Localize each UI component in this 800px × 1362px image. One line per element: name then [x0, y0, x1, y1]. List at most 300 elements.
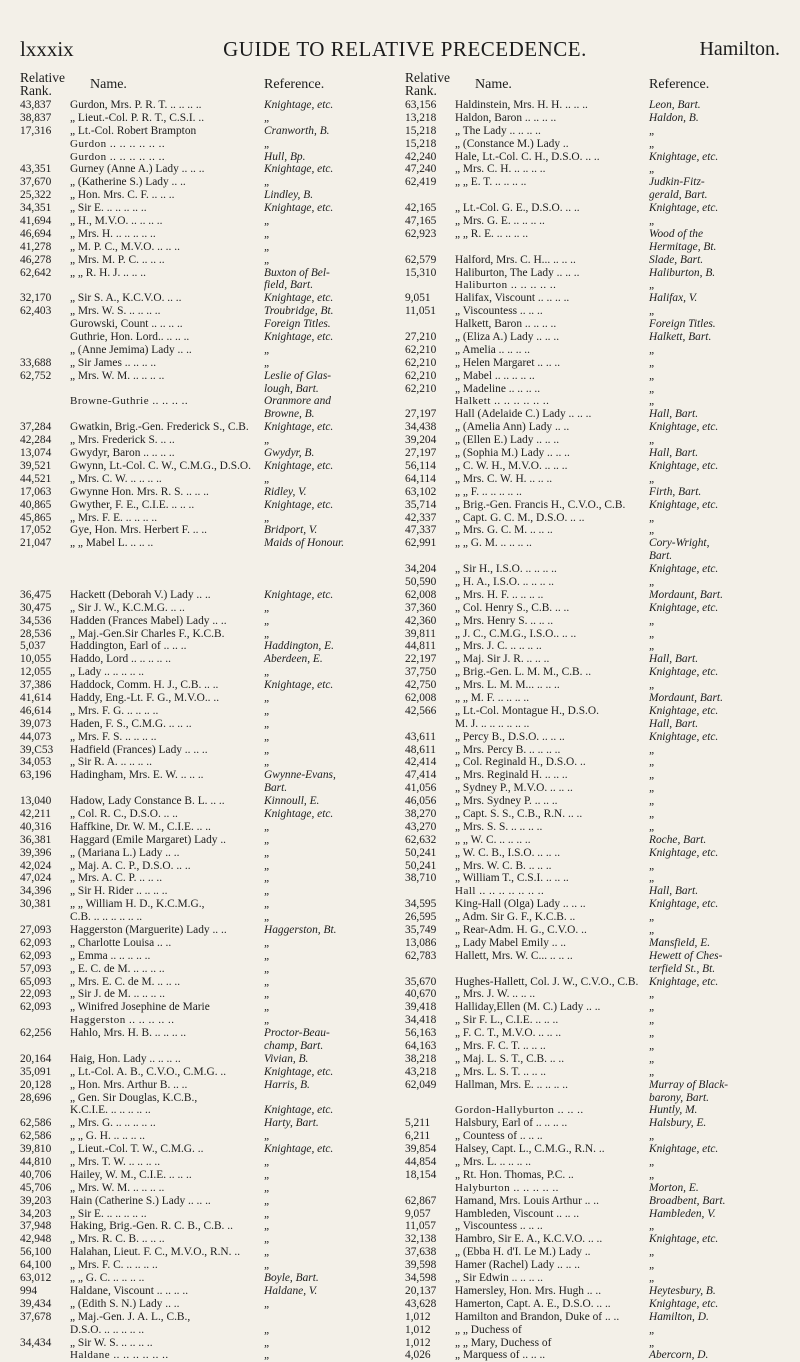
reference-value: Knightage, etc.: [264, 807, 334, 820]
rank-value: 39,396: [20, 846, 52, 859]
entry-row: [20, 292, 407, 305]
reference-value: Knightage, etc.: [649, 846, 719, 859]
reference-value: Abercorn, D.: [649, 1349, 709, 1362]
entry-name: „ Mrs. F. S. .. .. .. ..: [70, 730, 157, 743]
entry-name: „ Sir W. S. .. .. .. ..: [70, 1336, 153, 1349]
reference-value: Knightage, etc.: [649, 150, 719, 163]
entry-row: [405, 215, 792, 228]
reference-value: „: [264, 1207, 271, 1220]
reference-value: „: [264, 176, 271, 189]
rank-value: 1,012: [405, 1310, 431, 1323]
entry-row: [405, 666, 792, 679]
entry-row: [405, 860, 792, 873]
reference-value: Knightage, etc.: [649, 498, 719, 511]
rank-value: 50,241: [405, 846, 437, 859]
rank-value: 27,197: [405, 447, 437, 460]
entry-name: „ H. A., I.S.O. .. .. .. ..: [455, 575, 555, 588]
entry-name: Hamand, Mrs. Louis Arthur .. ..: [455, 1194, 599, 1207]
entry-row: [405, 834, 792, 847]
entry-name: „ Sydney P., M.V.O. .. .. ..: [455, 782, 573, 795]
rank-value: 64,100: [20, 1259, 52, 1272]
reference-value: Hall, Bart.: [649, 653, 699, 666]
reference-value: Huntly, M.: [649, 1104, 698, 1117]
reference-value: Knightage, etc.: [264, 1065, 334, 1078]
rank-value: 48,611: [405, 743, 436, 756]
entry-row: [20, 821, 407, 834]
entry-name: Gordon-Hallyburton .. .. ..: [455, 1104, 584, 1117]
reference-value: „: [649, 924, 656, 936]
reference-value: barony, Bart.: [649, 1091, 710, 1104]
entry-row: [20, 1117, 407, 1130]
entry-name: Hallett, Mrs. W. C... .. .. ..: [455, 949, 573, 962]
entry-row: [405, 524, 792, 537]
reference-value: Maids of Honour.: [264, 537, 345, 550]
entry-name: C.B. .. .. .. .. .. ..: [70, 911, 143, 924]
reference-value: Knightage, etc.: [264, 588, 334, 601]
rank-value: 41,614: [20, 691, 52, 704]
reference-value: Knightage, etc.: [264, 202, 334, 215]
entry-row: [405, 628, 792, 641]
entry-name: Halsbury, Earl of .. .. .. ..: [455, 1117, 568, 1130]
reference-value: „: [264, 137, 271, 150]
rank-value: 45,865: [20, 511, 52, 524]
rank-value: 62,256: [20, 1027, 52, 1040]
entry-name: Haliburton .. .. .. .. ..: [455, 279, 557, 292]
reference-value: „: [264, 743, 271, 756]
entry-row: [20, 563, 407, 576]
reference-value: „: [264, 1323, 271, 1336]
reference-value: Broadbent, Bart.: [649, 1194, 726, 1207]
rank-value: 34,203: [20, 1207, 52, 1220]
entry-name: „ Col. Henry S., C.B. .. ..: [455, 601, 570, 614]
entry-name: „ Lt.-Col. A. B., C.V.O., C.M.G. ..: [70, 1065, 227, 1078]
entry-name: Haldon, Baron .. .. .. ..: [455, 111, 557, 124]
reference-value: „: [264, 1220, 271, 1233]
reference-value: Knightage, etc.: [649, 898, 719, 911]
entry-name: „ Maj. Sir J. R. .. .. ..: [455, 653, 550, 666]
rank-value: 27,210: [405, 331, 437, 344]
entry-name: Halkett, Baron .. .. .. ..: [455, 318, 557, 331]
entry-row: [20, 898, 407, 911]
entry-name: „ Emma .. .. .. .. ..: [70, 949, 151, 962]
entry-row: [20, 1066, 407, 1079]
entry-row: [20, 1104, 407, 1117]
rank-value: 25,322: [20, 189, 52, 202]
rank-value: 62,752: [20, 369, 52, 382]
entry-name: „ „ R. E. .. .. .. ..: [455, 227, 529, 240]
rank-value: 13,074: [20, 447, 52, 460]
reference-value: „: [649, 807, 656, 820]
reference-value: „: [264, 962, 271, 975]
reference-value: „: [264, 1130, 271, 1143]
reference-value: „: [649, 382, 656, 395]
entry-row: [20, 976, 407, 989]
rank-value: 13,040: [20, 795, 52, 808]
entry-name: „ Mrs. S. S. .. .. .. ..: [455, 820, 543, 833]
reference-value: Hewett of Ches-: [649, 949, 723, 962]
rank-value: 43,218: [405, 1065, 437, 1078]
rank-value: 62,991: [405, 537, 437, 550]
reference-value: Mordaunt, Bart.: [649, 691, 723, 704]
entry-row: [405, 1349, 792, 1362]
name-header: Name.: [90, 77, 127, 92]
entry-row: [405, 267, 792, 280]
entry-name: „ Mrs. F. E. .. .. .. ..: [70, 511, 158, 524]
reference-value: „: [264, 1336, 271, 1349]
entry-name: „ F. C. T., M.V.O. .. .. ..: [455, 1027, 562, 1040]
entry-name: Gye, Hon. Mrs. Herbert F. .. ..: [70, 524, 208, 537]
rank-value: 994: [20, 1284, 38, 1297]
right-column: [405, 70, 792, 1362]
entry-row: [20, 1156, 407, 1169]
entry-row: [405, 1104, 792, 1117]
rank-value: 22,197: [405, 653, 437, 666]
entry-row: [405, 1195, 792, 1208]
entry-row: [405, 383, 792, 396]
entry-name: „ „ E. T. .. .. .. ..: [455, 176, 527, 189]
entry-row: [405, 1092, 792, 1105]
rank-value: 50,590: [405, 575, 437, 588]
rank-value: 34,418: [405, 1014, 437, 1027]
column-header: [20, 70, 407, 99]
entry-row: [20, 499, 407, 512]
entry-name: „ Mrs. J. W. .. .. ..: [455, 988, 536, 1001]
entry-name: Haig, Hon. Lady .. .. .. ..: [70, 1052, 181, 1065]
rank-value: 36,475: [20, 588, 52, 601]
entry-row: [405, 937, 792, 950]
entry-name: „ Lieut.-Col. T. W., C.M.G. ..: [70, 1143, 204, 1156]
entry-row: [20, 254, 407, 267]
entry-row: [405, 1220, 792, 1233]
page-number: lxxxix: [20, 37, 74, 61]
rank-value: 42,211: [20, 807, 51, 820]
entry-name: Hall .. .. .. .. .. .. ..: [455, 885, 545, 898]
entry-row: [405, 1246, 792, 1259]
reference-value: „: [264, 691, 271, 704]
rank-value: 39,434: [20, 1297, 52, 1310]
reference-value: Troubridge, Bt.: [264, 305, 334, 318]
reference-value: „: [649, 614, 656, 627]
entry-name: „ Maj.-Gen. J. A. L., C.B.,: [70, 1310, 191, 1323]
rank-value: 63,156: [405, 99, 437, 111]
rank-value: 42,948: [20, 1233, 52, 1246]
entry-row: [405, 1040, 792, 1053]
rank-value: 38,270: [405, 807, 437, 820]
rank-value: 44,811: [405, 640, 436, 653]
reference-value: Knightage, etc.: [649, 1143, 719, 1156]
entry-name: „ Viscountess .. .. ..: [455, 1220, 543, 1233]
entry-name: „ (Constance M.) Lady ..: [455, 137, 569, 150]
reference-value: „: [264, 833, 271, 846]
entry-row: [20, 718, 407, 731]
reference-value: „: [649, 1336, 656, 1349]
entry-name: „ „ R. H. J. .. .. ..: [70, 266, 146, 279]
entry-name: „ Capt. S. S., C.B., R.N. .. ..: [455, 807, 583, 820]
entry-name: „ „ G. C. .. .. .. ..: [70, 1272, 145, 1285]
entry-name: „ Sir H., I.S.O. .. .. .. ..: [455, 563, 557, 576]
entry-row: [20, 267, 407, 280]
rank-value: 34,434: [20, 1336, 52, 1349]
rank-value: 34,053: [20, 756, 52, 769]
reference-value: Knightage, etc.: [264, 679, 334, 692]
entry-row: [405, 1324, 792, 1337]
rank-value: 62,419: [405, 176, 437, 189]
entry-row: [20, 524, 407, 537]
rank-value: 35,749: [405, 924, 437, 936]
entry-name: „ Adm. Sir G. F., K.C.B. ..: [455, 911, 576, 924]
reference-value: „: [264, 227, 271, 240]
reference-value: Gwydyr, B.: [264, 447, 315, 460]
entry-name: „ Lt.-Col. Montague H., D.S.O.: [455, 704, 599, 717]
entry-row: [20, 666, 407, 679]
entry-row: [20, 731, 407, 744]
reference-value: „: [264, 511, 271, 524]
entry-row: [405, 976, 792, 989]
entry-row: [20, 395, 407, 408]
rank-value: 63,012: [20, 1272, 52, 1285]
entry-row: [405, 99, 792, 112]
entry-row: [20, 1001, 407, 1014]
entry-name: Hall (Adelaide C.) Lady .. .. ..: [455, 408, 592, 421]
reference-value: „: [649, 911, 656, 924]
entry-name: „ Mrs. Sydney P. .. .. ..: [455, 795, 558, 808]
entry-name: „ Sir E. .. .. .. .. ..: [70, 1207, 147, 1220]
reference-value: Knightage, etc.: [649, 666, 719, 679]
entry-name: Haddock, Comm. H. J., C.B. .. ..: [70, 679, 219, 692]
reference-value: Oranmore and: [264, 395, 331, 408]
entry-name: „ Sir E. .. .. .. .. ..: [70, 202, 147, 215]
reference-value: „: [264, 1014, 271, 1027]
entry-row: [20, 679, 407, 692]
rank-value: 62,008: [405, 588, 437, 601]
entry-name: „ „ G. H. .. .. .. ..: [70, 1130, 145, 1143]
rank-value: 47,337: [405, 524, 437, 537]
rank-value: 34,396: [20, 885, 52, 898]
rank-value: 4,026: [405, 1349, 431, 1362]
entry-row: [405, 1298, 792, 1311]
reference-value: „: [649, 137, 656, 150]
rank-value: 40,670: [405, 988, 437, 1001]
entry-name: „ Maj.-Gen.Sir Charles F., K.C.B.: [70, 627, 225, 640]
reference-value: Knightage, etc.: [649, 421, 719, 434]
entry-name: Hahlo, Mrs. H. B. .. .. .. ..: [70, 1027, 187, 1040]
reference-value: „: [264, 1168, 271, 1181]
entry-name: „ Mrs. H. .. .. .. .. ..: [70, 227, 156, 240]
rank-value: 17,063: [20, 485, 52, 498]
entry-row: [20, 357, 407, 370]
rank-value: 43,270: [405, 820, 437, 833]
reference-value: Halifax, V.: [649, 292, 698, 305]
entry-row: [405, 1285, 792, 1298]
entry-row: [20, 125, 407, 138]
entry-row: [405, 1208, 792, 1221]
reference-value: Knightage, etc.: [649, 563, 719, 576]
entry-row: [405, 408, 792, 421]
entry-row: [20, 279, 407, 292]
reference-value: Hall, Bart.: [649, 717, 699, 730]
entry-row: [20, 1311, 407, 1324]
reference-value: Knightage, etc.: [649, 704, 719, 717]
entry-row: [405, 318, 792, 331]
reference-value: Haddington, E.: [264, 640, 334, 653]
rank-value: 37,284: [20, 421, 52, 434]
reference-value: Heytesbury, B.: [649, 1284, 716, 1297]
reference-value: Knightage, etc.: [264, 292, 334, 305]
entry-row: [405, 1233, 792, 1246]
rank-value: 42,750: [405, 679, 437, 692]
reference-value: Firth, Bart.: [649, 485, 702, 498]
rank-value: 37,386: [20, 679, 52, 692]
reference-value: „: [264, 356, 271, 369]
reference-value: Knightage, etc.: [649, 730, 719, 743]
reference-value: „: [264, 1181, 271, 1194]
rank-value: 18,154: [405, 1168, 437, 1181]
reference-value: Morton, E.: [649, 1181, 699, 1194]
entry-row: [405, 653, 792, 666]
reference-value: Wood of the: [649, 227, 703, 240]
rank-value: 39,598: [405, 1259, 437, 1272]
rank-value: 45,706: [20, 1181, 52, 1194]
entry-row: [405, 421, 792, 434]
entry-name: „ Mrs. A. C. P. .. .. ..: [70, 872, 163, 885]
entry-name: Hamer (Rachel) Lady .. .. ..: [455, 1259, 580, 1272]
rank-value: 43,351: [20, 163, 52, 176]
entry-name: Guthrie, Hon. Lord.. .. .. ..: [70, 331, 190, 344]
rank-value: 56,163: [405, 1027, 437, 1040]
entry-row: [20, 537, 407, 550]
entry-name: „ Madeline .. .. .. ..: [455, 382, 541, 395]
entry-name: Gwynne Hon. Mrs. R. S. .. .. ..: [70, 485, 209, 498]
entry-row: [405, 1182, 792, 1195]
entry-row: [405, 1156, 792, 1169]
reference-value: „: [649, 1272, 656, 1285]
entry-name: „ (Mariana L.) Lady .. ..: [70, 846, 180, 859]
rank-value: 43,611: [405, 730, 436, 743]
entry-name: „ Amelia .. .. .. ..: [455, 343, 530, 356]
reference-value: Buxton of Bel-: [264, 266, 330, 279]
rank-value: 46,614: [20, 704, 52, 717]
reference-value: Judkin-Fitz-: [649, 176, 705, 189]
rank-value: 41,694: [20, 215, 52, 228]
entry-name: Hailey, W. M., C.I.E. .. .. ..: [70, 1168, 192, 1181]
entry-row: [405, 988, 792, 1001]
entry-row: [20, 176, 407, 189]
reference-value: „: [264, 1233, 271, 1246]
rank-value: 34,595: [405, 898, 437, 911]
rank-value: 38,218: [405, 1052, 437, 1065]
entry-name: „ Brig.-Gen. Francis H., C.V.O., C.B.: [455, 498, 626, 511]
entry-name: „ „ Mabel L. .. .. ..: [70, 537, 154, 550]
entry-row: [20, 215, 407, 228]
entry-row: [20, 1092, 407, 1105]
reference-value: „: [649, 343, 656, 356]
entry-row: [405, 473, 792, 486]
entry-name: „ Percy B., D.S.O. .. .. ..: [455, 730, 565, 743]
reference-value: „: [649, 756, 656, 769]
entry-row: [405, 1014, 792, 1027]
entry-row: [20, 847, 407, 860]
entry-row: [20, 1259, 407, 1272]
reference-value: Hall, Bart.: [649, 408, 699, 421]
entry-row: [405, 589, 792, 602]
entry-row: [20, 911, 407, 924]
entry-name: „ (Ebba H. d'I. Le M.) Lady ..: [455, 1246, 591, 1259]
entry-name: „ Rear-Adm. H. G., C.V.O. ..: [455, 924, 587, 936]
rank-value: 57,093: [20, 962, 52, 975]
reference-value: Knightage, etc.: [264, 459, 334, 472]
reference-value: Gwynne-Evans,: [264, 769, 336, 782]
entry-name: „ Viscountess .. .. ..: [455, 305, 543, 318]
entry-row: [405, 808, 792, 821]
entry-row: [20, 1195, 407, 1208]
entry-row: [20, 628, 407, 641]
left-column: [20, 70, 407, 1362]
entry-row: [20, 692, 407, 705]
reference-value: „: [264, 1349, 271, 1362]
reference-value: „: [649, 1001, 656, 1014]
reference-value: „: [264, 911, 271, 924]
rank-value: 38,710: [405, 872, 437, 885]
entry-row: [20, 872, 407, 885]
rank-value: 42,414: [405, 756, 437, 769]
entry-row: [20, 808, 407, 821]
reference-value: „: [649, 1040, 656, 1053]
entry-name: „ Maj. L. S. T., C.B. .. ..: [455, 1052, 565, 1065]
rank-value: 39,073: [20, 717, 52, 730]
reference-value: Foreign Titles.: [264, 318, 331, 331]
entry-row: [405, 163, 792, 176]
rank-value: 47,165: [405, 215, 437, 228]
entry-name: „ Lt.-Col. Robert Brampton: [70, 124, 197, 137]
reference-value: Haldane, V.: [264, 1284, 318, 1297]
rank-value: 5,037: [20, 640, 46, 653]
entry-name: „ „ Mary, Duchess of: [455, 1336, 552, 1349]
entry-row: [20, 1272, 407, 1285]
entry-name: Halyburton .. .. .. .. ..: [455, 1181, 559, 1194]
entry-name: Browne-Guthrie .. .. .. ..: [70, 395, 189, 408]
entry-name: Gwyther, F. E., C.I.E. .. .. ..: [70, 498, 195, 511]
entry-name: „ W. C. B., I.S.O. .. .. ..: [455, 846, 561, 859]
entry-row: [20, 99, 407, 112]
reference-value: „: [649, 782, 656, 795]
entry-row: [20, 1246, 407, 1259]
rank-value: 42,566: [405, 704, 437, 717]
rank-value: 34,204: [405, 563, 437, 576]
reference-value: „: [649, 279, 656, 292]
reference-value: „: [264, 1156, 271, 1169]
entry-row: [405, 911, 792, 924]
entry-row: [20, 1014, 407, 1027]
entry-name: Hackett (Deborah V.) Lady .. ..: [70, 588, 211, 601]
entry-name: „ Maj. A. C. P., D.S.O. .. ..: [70, 859, 191, 872]
entry-row: [20, 885, 407, 898]
reference-value: „: [264, 472, 271, 485]
rank-value: 20,128: [20, 1078, 52, 1091]
entry-row: [20, 705, 407, 718]
rank-value: 30,475: [20, 601, 52, 614]
entry-row: [20, 486, 407, 499]
entry-name: „ Mrs. G. .. .. .. .. ..: [70, 1117, 156, 1130]
entry-name: „ C. W. H., M.V.O. .. .. ..: [455, 459, 568, 472]
reference-value: Bart.: [264, 782, 288, 795]
reference-value: terfield St., Bt.: [649, 962, 716, 975]
reference-value: „: [649, 1220, 656, 1233]
reference-value: „: [264, 253, 271, 266]
entry-row: [20, 924, 407, 937]
rank-value: 11,051: [405, 305, 436, 318]
entry-row: [405, 331, 792, 344]
entry-name: „ Mrs. R. C. B. .. .. ..: [70, 1233, 165, 1246]
